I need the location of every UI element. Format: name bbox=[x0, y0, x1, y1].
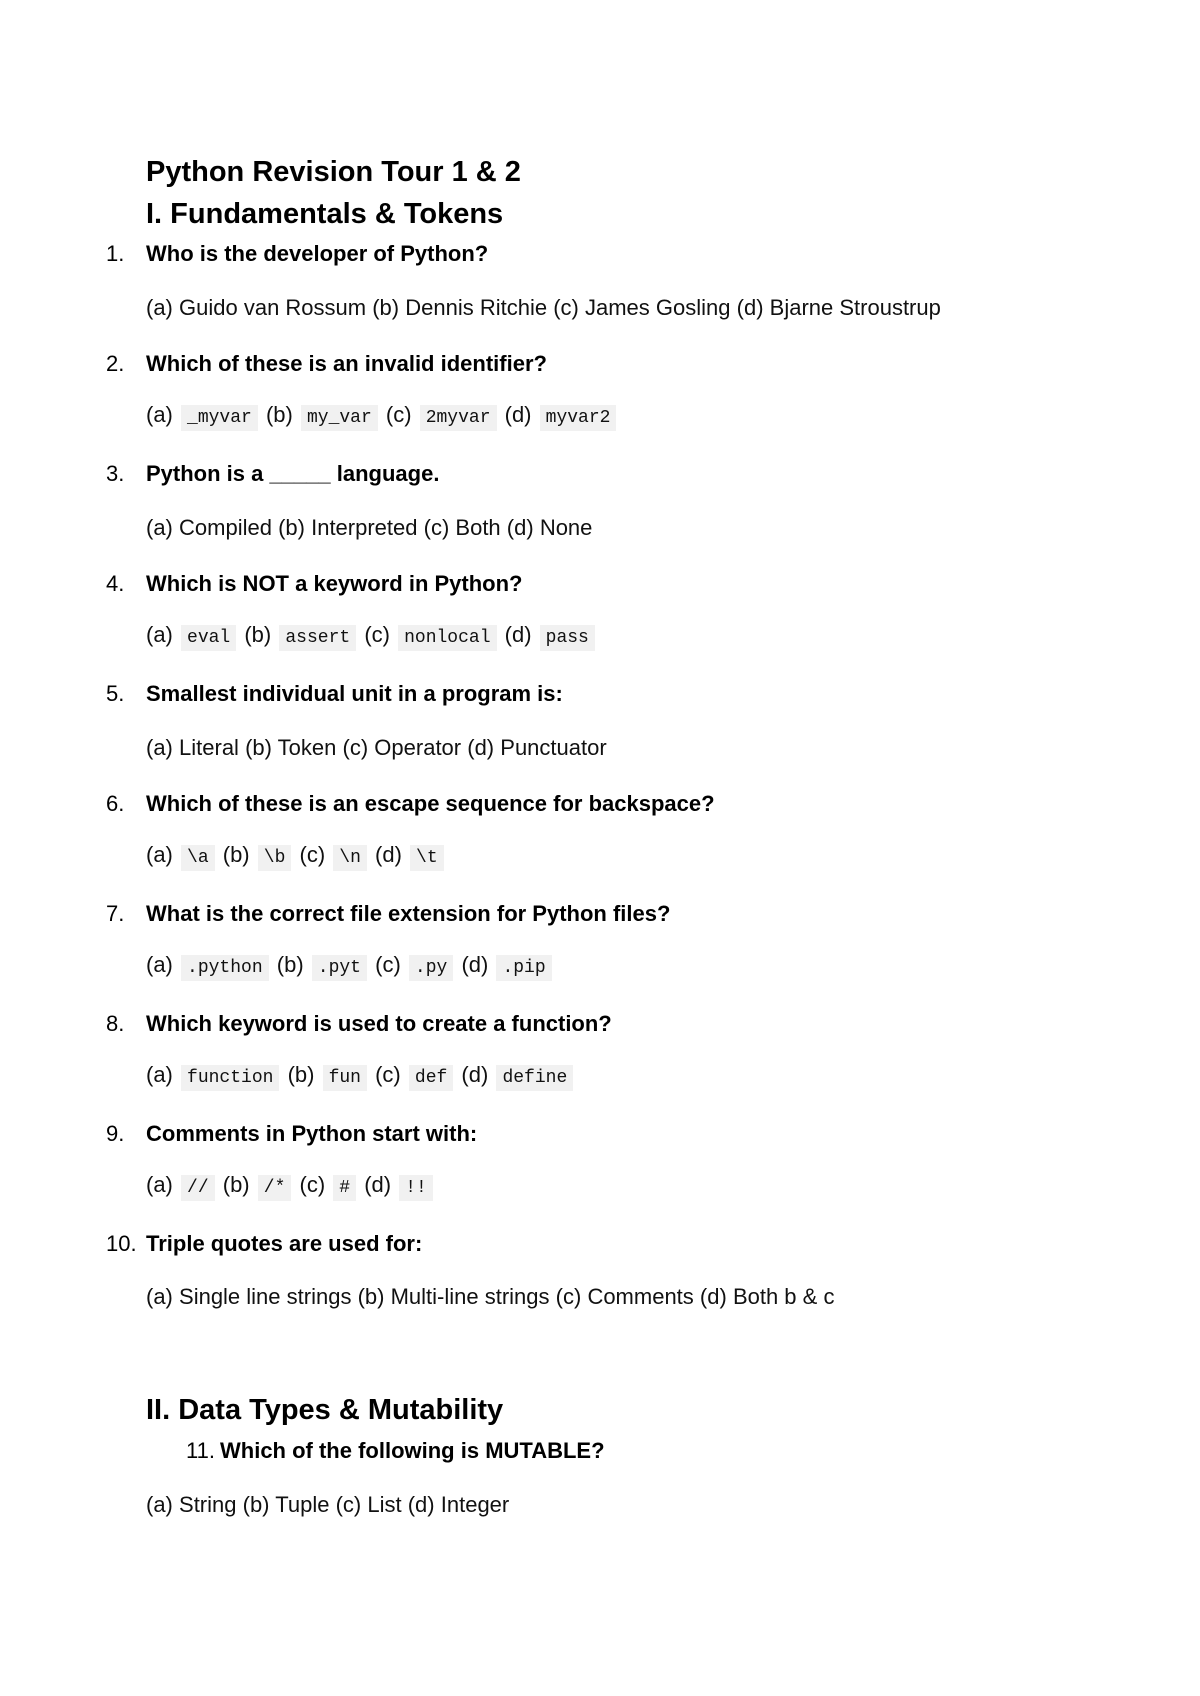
question-number: 3. bbox=[106, 461, 125, 486]
option-value: Guido van Rossum bbox=[179, 295, 367, 320]
question-text: Which of the following is MUTABLE? bbox=[220, 1438, 605, 1463]
option-label: (c) bbox=[335, 1492, 362, 1517]
code-option: # bbox=[333, 1175, 356, 1201]
code-option: define bbox=[496, 1065, 573, 1091]
options-3 bbox=[146, 513, 592, 543]
option-value: Dennis Ritchie bbox=[405, 295, 548, 320]
option-value: James Gosling bbox=[585, 295, 731, 320]
code-option: .pip bbox=[496, 955, 551, 981]
code-option: myvar2 bbox=[540, 405, 617, 431]
section-title-data-types: II. Data Types & Mutability bbox=[146, 1394, 504, 1426]
options-4 bbox=[146, 620, 597, 653]
option-value: Punctuator bbox=[500, 735, 607, 760]
option-label: (c) bbox=[555, 1284, 582, 1309]
question-text: What is the correct file extension for Python files? bbox=[146, 901, 671, 926]
code-option: assert bbox=[279, 625, 356, 651]
option-label: (a) bbox=[146, 1062, 173, 1087]
code-option: eval bbox=[181, 625, 236, 651]
option-label: (c) bbox=[375, 952, 401, 977]
option-label: (a) bbox=[146, 842, 173, 867]
code-option: .python bbox=[181, 955, 269, 981]
option-value: None bbox=[539, 515, 593, 540]
option-label: (b) bbox=[222, 842, 250, 867]
option-label: (a) bbox=[146, 402, 173, 427]
option-label: (c) bbox=[553, 295, 579, 320]
option-label: (d) bbox=[461, 952, 489, 977]
code-option: /* bbox=[258, 1175, 292, 1201]
question-text: Comments in Python start with: bbox=[146, 1121, 478, 1146]
option-label: (c) bbox=[364, 622, 390, 647]
option-label: (b) bbox=[372, 295, 400, 320]
option-label: (a) bbox=[146, 952, 173, 977]
option-label: (d) bbox=[375, 842, 402, 867]
option-label: (a) bbox=[146, 295, 173, 320]
question-text: Which keyword is used to create a function? bbox=[146, 1011, 612, 1036]
code-option: function bbox=[181, 1065, 279, 1091]
option-label: (c) bbox=[423, 515, 450, 540]
options-6 bbox=[146, 840, 446, 873]
options-2 bbox=[146, 400, 618, 433]
question-text: Smallest individual unit in a program is: bbox=[146, 681, 563, 706]
question-number: 2. bbox=[106, 351, 125, 376]
question-number: 5. bbox=[106, 681, 125, 706]
option-label: (b) bbox=[278, 515, 305, 540]
option-label: (d) bbox=[504, 402, 532, 427]
question-number: 8. bbox=[106, 1011, 125, 1036]
option-label: (d) bbox=[699, 1284, 727, 1309]
code-option: .pyt bbox=[312, 955, 367, 981]
code-option: my_var bbox=[301, 405, 378, 431]
option-label: (b) bbox=[222, 1172, 250, 1197]
document-title: Python Revision Tour 1 & 2 bbox=[146, 156, 521, 188]
option-value: Both b & c bbox=[732, 1284, 835, 1309]
option-value: Compiled bbox=[179, 515, 272, 540]
code-option: def bbox=[409, 1065, 453, 1091]
option-label: (a) bbox=[146, 1284, 173, 1309]
question-text: Triple quotes are used for: bbox=[146, 1231, 423, 1256]
option-label: (a) bbox=[146, 735, 173, 760]
option-label: (b) bbox=[242, 1492, 270, 1517]
option-label: (c) bbox=[299, 842, 326, 867]
option-label: (a) bbox=[146, 622, 173, 647]
question-text: Which of these is an escape sequence for backspace? bbox=[146, 791, 715, 816]
options-7 bbox=[146, 950, 554, 983]
option-label: (a) bbox=[146, 1492, 173, 1517]
option-label: (d) bbox=[461, 1062, 489, 1087]
option-value: Integer bbox=[440, 1492, 510, 1517]
option-label: (c) bbox=[375, 1062, 401, 1087]
option-value: Tuple bbox=[275, 1492, 330, 1517]
question-number: 6. bbox=[106, 791, 125, 816]
code-option: \a bbox=[181, 845, 215, 871]
question-text: Python is a _____ language. bbox=[146, 461, 440, 486]
code-option: \n bbox=[333, 845, 367, 871]
options-11 bbox=[146, 1490, 509, 1520]
question-number: 4. bbox=[106, 571, 125, 596]
code-option: \b bbox=[258, 845, 292, 871]
option-label: (d) bbox=[467, 735, 495, 760]
option-label: (c) bbox=[385, 402, 412, 427]
option-label: (c) bbox=[342, 735, 369, 760]
code-option: fun bbox=[323, 1065, 367, 1091]
option-value: Bjarne Stroustrup bbox=[769, 295, 941, 320]
code-option: nonlocal bbox=[398, 625, 496, 651]
option-value: Operator bbox=[374, 735, 462, 760]
question-text: Who is the developer of Python? bbox=[146, 241, 489, 266]
question-number: 10. bbox=[106, 1231, 137, 1256]
option-value: Multi-line strings bbox=[390, 1284, 550, 1309]
question-text: Which of these is an invalid identifier? bbox=[146, 351, 547, 376]
option-label: (d) bbox=[407, 1492, 435, 1517]
code-option: .py bbox=[409, 955, 453, 981]
options-10 bbox=[146, 1282, 834, 1312]
options-8 bbox=[146, 1060, 575, 1093]
options-1 bbox=[146, 293, 941, 323]
code-option: \t bbox=[410, 845, 444, 871]
option-value: List bbox=[367, 1492, 402, 1517]
question-number: 7. bbox=[106, 901, 125, 926]
code-option: // bbox=[181, 1175, 215, 1201]
option-value: String bbox=[179, 1492, 237, 1517]
option-label: (a) bbox=[146, 1172, 173, 1197]
option-label: (b) bbox=[287, 1062, 315, 1087]
section-title-fundamentals: I. Fundamentals & Tokens bbox=[146, 198, 504, 230]
question-number: 1. bbox=[106, 241, 125, 266]
option-label: (d) bbox=[506, 515, 534, 540]
option-label: (c) bbox=[299, 1172, 326, 1197]
option-label: (d) bbox=[504, 622, 532, 647]
options-9 bbox=[146, 1170, 435, 1203]
option-label: (b) bbox=[357, 1284, 385, 1309]
question-number: 11. bbox=[186, 1438, 215, 1463]
option-label: (b) bbox=[245, 735, 272, 760]
option-value: Token bbox=[277, 735, 337, 760]
option-value: Comments bbox=[587, 1284, 694, 1309]
option-value: Single line strings bbox=[179, 1284, 352, 1309]
option-label: (b) bbox=[276, 952, 304, 977]
option-label: (b) bbox=[265, 402, 293, 427]
option-value: Literal bbox=[179, 735, 239, 760]
options-5 bbox=[146, 733, 607, 763]
option-label: (d) bbox=[364, 1172, 392, 1197]
option-label: (b) bbox=[244, 622, 272, 647]
option-value: Interpreted bbox=[311, 515, 418, 540]
code-option: _myvar bbox=[181, 405, 258, 431]
option-value: Both bbox=[455, 515, 501, 540]
question-text: Which is NOT a keyword in Python? bbox=[146, 571, 523, 596]
question-number: 9. bbox=[106, 1121, 125, 1146]
code-option: pass bbox=[540, 625, 595, 651]
option-label: (a) bbox=[146, 515, 173, 540]
code-option: 2myvar bbox=[420, 405, 497, 431]
option-label: (d) bbox=[736, 295, 764, 320]
code-option: !! bbox=[399, 1175, 433, 1201]
